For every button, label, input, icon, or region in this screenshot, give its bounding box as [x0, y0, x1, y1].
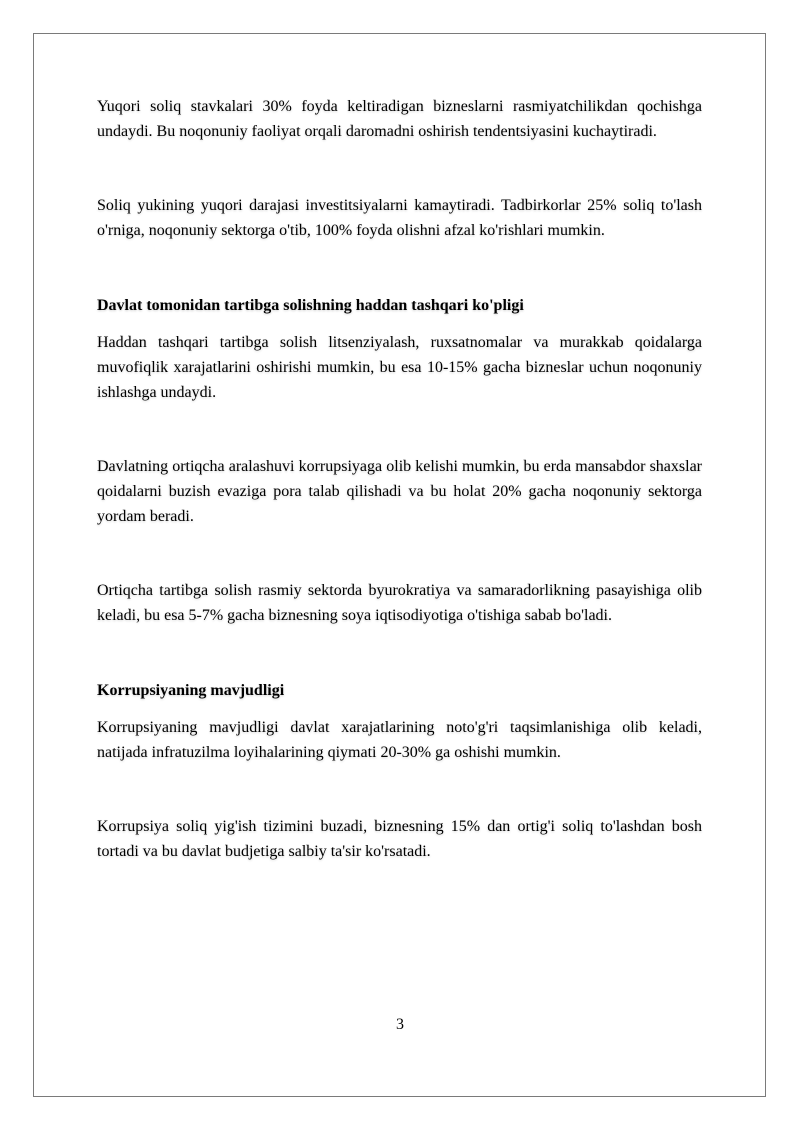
- section-heading-regulation: Davlat tomonidan tartibga solishning haddan tashqari ko'pligi: [97, 297, 524, 314]
- paragraph-3: Haddan tashqari tartibga solish litsenziyalash, ruxsatnomalar va murakkab qoidalarga muvofiqlik xarajatlarini oshirishi mumkin, bu esa 10-15% gacha bizneslar uchun noqonuniy ishlashga undaydi.: [97, 334, 702, 401]
- document-body: [97, 94, 702, 864]
- paragraph-4: Davlatning ortiqcha aralashuvi korrupsiyaga olib kelishi mumkin, bu erda mansabdor shaxslar qoidalarni buzish evaziga pora talab qilishadi va bu holat 20% gacha noqonuniy sektorga yordam beradi.: [97, 458, 702, 525]
- paragraph-6: Korrupsiyaning mavjudligi davlat xarajatlarining noto'g'ri taqsimlanishiga olib keladi, natijada infratuzilma loyihalarining qiymati 20-30% ga oshishi mumkin.: [97, 719, 702, 761]
- paragraph-7: Korrupsiya soliq yig'ish tizimini buzadi, biznesning 15% dan ortig'i soliq to'lashdan bosh tortadi va bu davlat budjetiga salbiy ta'sir ko'rsatadi.: [97, 818, 702, 860]
- paragraph-2: Soliq yukining yuqori darajasi investitsiyalarni kamaytiradi. Tadbirkorlar 25% soliq to'lash o'rniga, noqonuniy sektorga o'tib, 100% foyda olishni afzal ko'rishlari mumkin.: [97, 197, 702, 239]
- paragraph-1: Yuqori soliq stavkalari 30% foyda keltiradigan bizneslarni rasmiyatchilikdan qochishga undaydi. Bu noqonuniy faoliyat orqali daromadni oshirish tendentsiyasini kuchaytiradi.: [97, 98, 702, 140]
- paragraph-5: Ortiqcha tartibga solish rasmiy sektorda byurokratiya va samaradorlikning pasayishiga olib keladi, bu esa 5-7% gacha biznesning soya iqtisodiyotiga o'tishiga sabab bo'ladi.: [97, 582, 702, 624]
- section-heading-corruption: Korrupsiyaning mavjudligi: [97, 682, 285, 699]
- page-number: 3: [396, 1016, 404, 1033]
